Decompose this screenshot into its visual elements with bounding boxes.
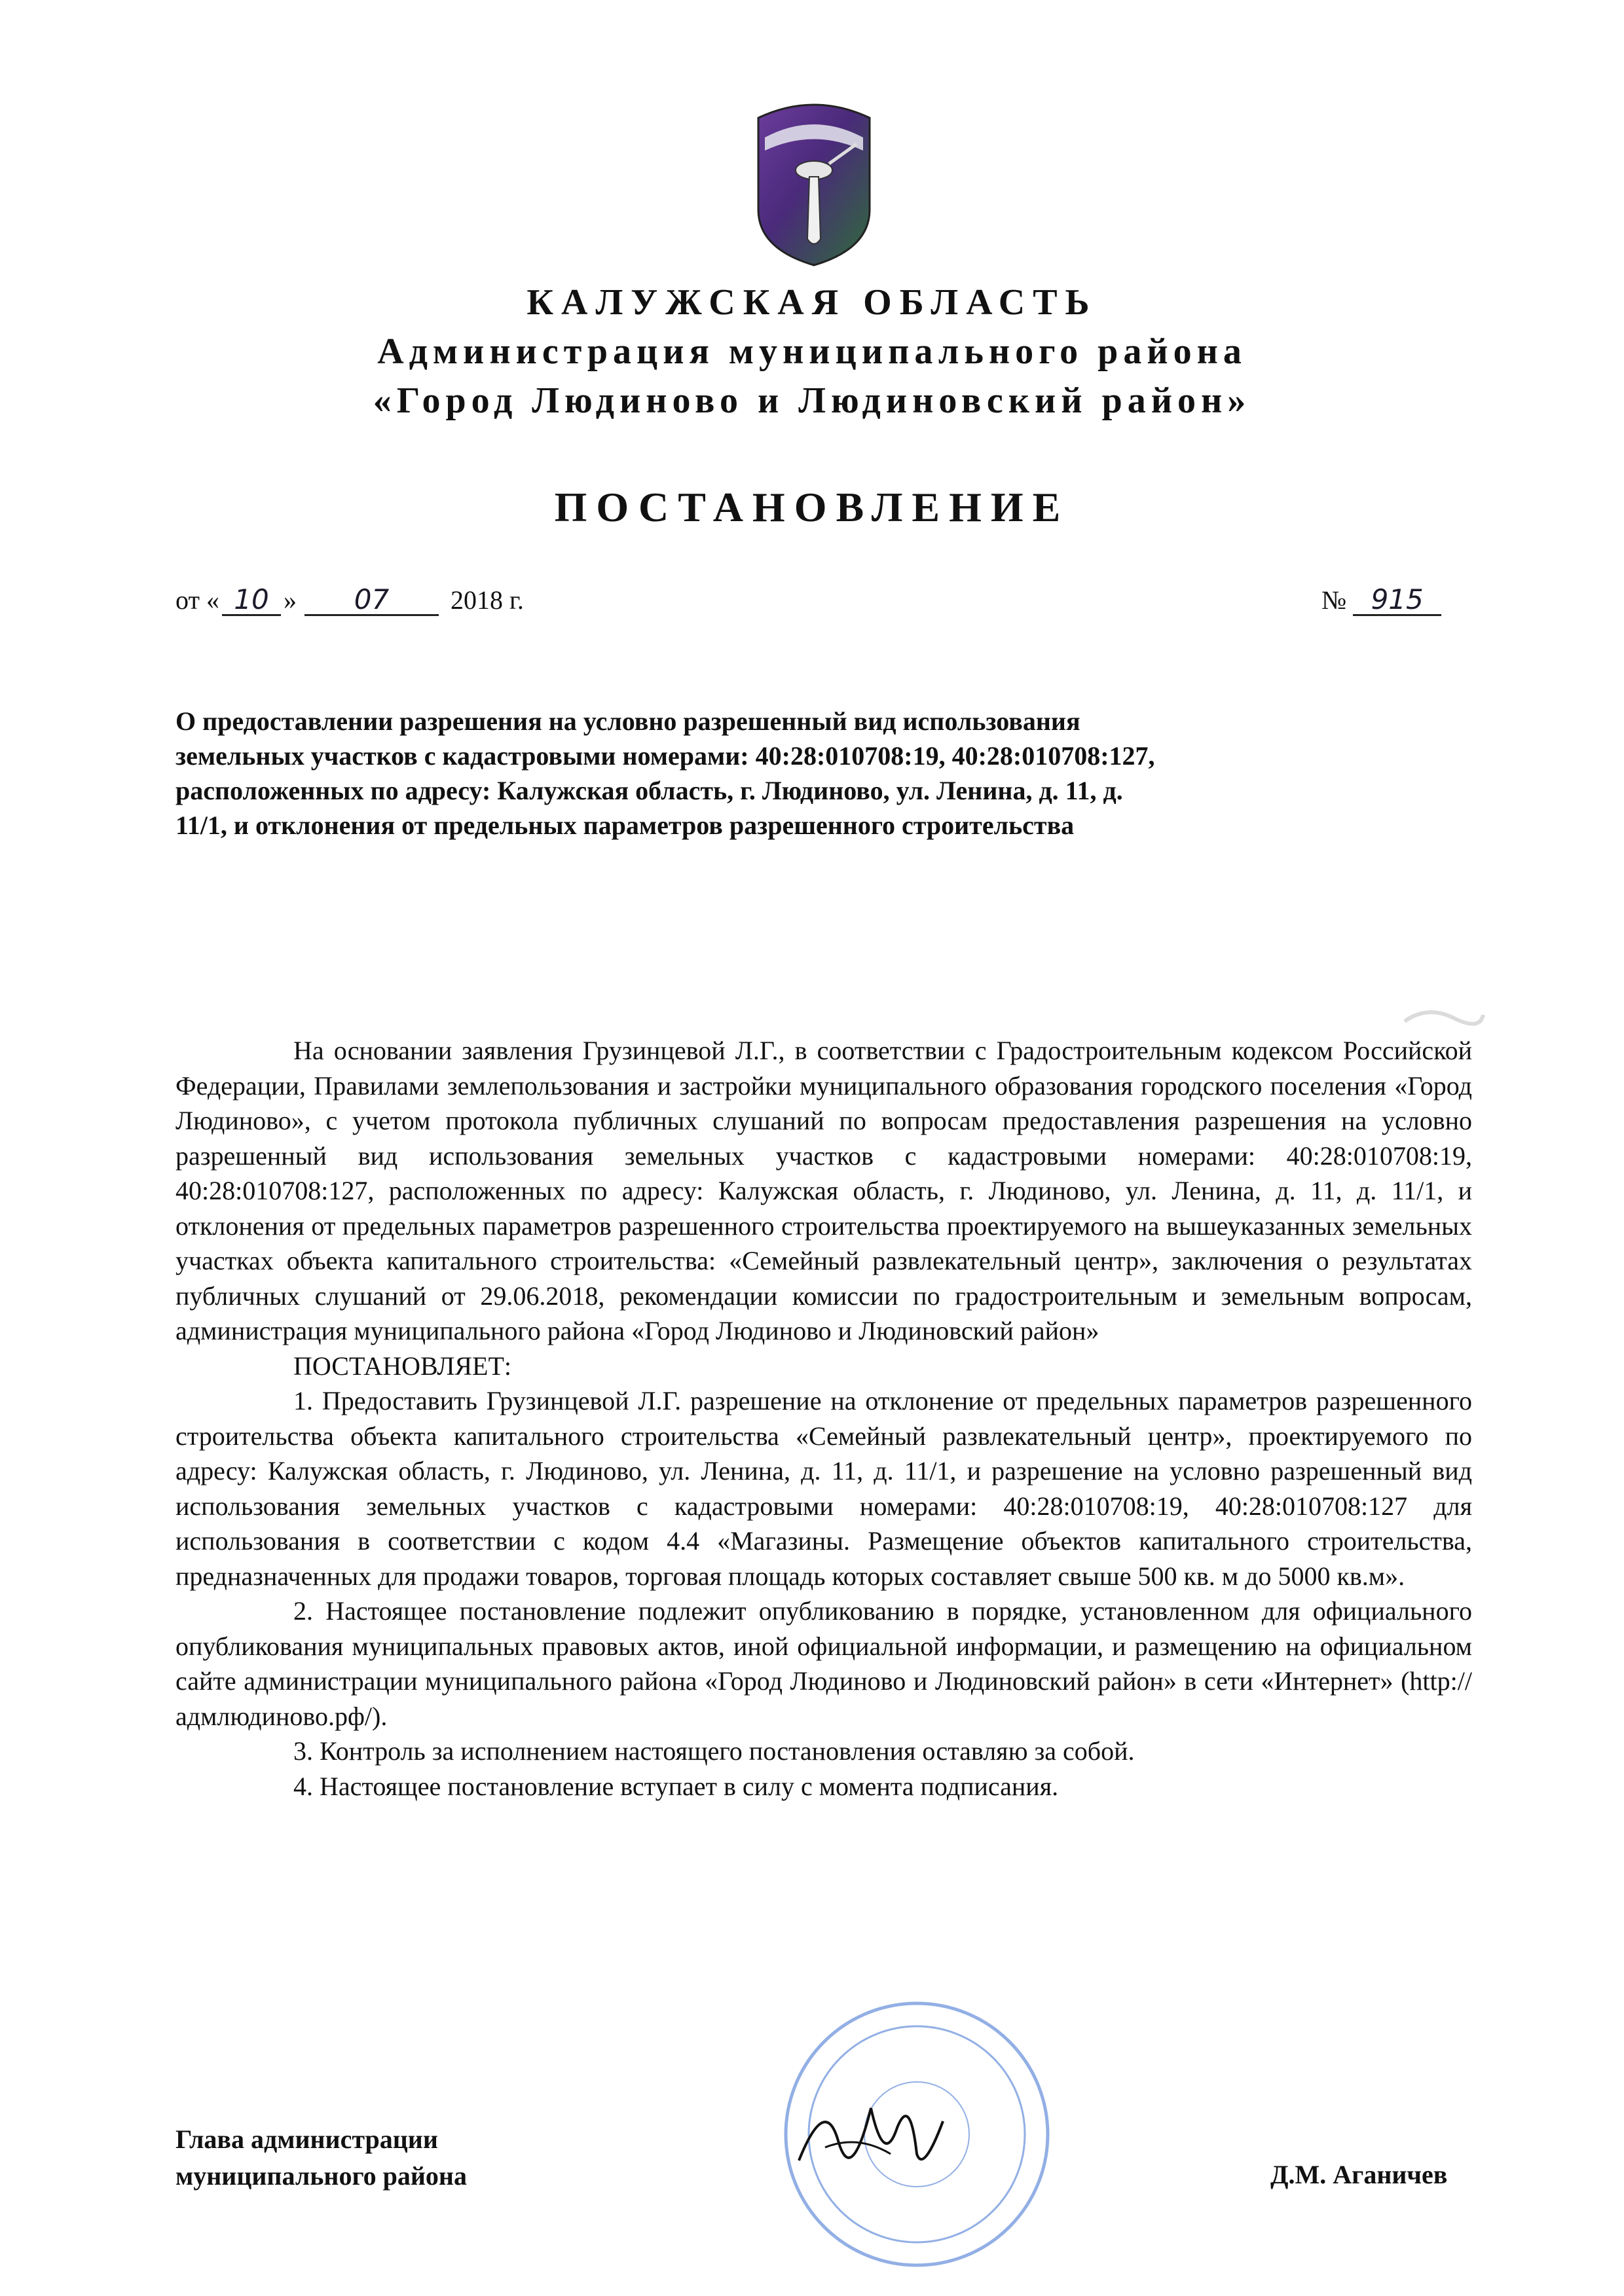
number-value: 915 xyxy=(1353,585,1441,616)
signatory-title-line-1: Глава администрации xyxy=(175,2124,438,2154)
item-2-paragraph: 2. Настоящее постановление подлежит опубликованию в порядке, установленном для официального опубликования муниципальных правовых актов, иной официальной информации, и размещению на официальном сайте администрации муниципального района «Город Людиново и Людиновский район» в сети «Интернет» (http://адмлюдиново.рф/). xyxy=(175,1596,1472,1731)
handwritten-signature xyxy=(786,2082,956,2180)
signatory-title xyxy=(175,2121,467,2195)
date-day: 10 xyxy=(222,585,281,616)
item-3-paragraph: 3. Контроль за исполнением настоящего постановления оставляю за собой. xyxy=(293,1736,1135,1766)
date-mid: » xyxy=(283,585,297,615)
item-1-paragraph: 1. Предоставить Грузинцевой Л.Г. разрешение на отклонение от предельных параметров разрешенного строительства объекта капитального строительства «Семейный развлекательный центр», проектируемого по адресу: Калужская область, г. Людиново, ул. Ленина, д. 11, д. 11/1, и разрешение на условно разрешенный вид использования земельных участков с кадастровыми номерами: 40:28:010708:19, 40:28:010708:127 для использования в соответствии с кодом 4.4 «Магазины. Размещение объектов капитального строительства, предназначенных для продажи товаров, торговая площадь которых составляет свыше 500 кв. м до 5000 кв.м». xyxy=(175,1386,1472,1591)
signatory-title-line-2: муниципального района xyxy=(175,2161,467,2191)
preamble-paragraph: На основании заявления Грузинцевой Л.Г., в соответствии с Градостроительным кодексом Российской Федерации, Правилами землепользования и застройки муниципального образования городского поселения «Город Людиново», с учетом протокола публичных слушаний по вопросам предоставления разрешения на условно разрешенный вид использования земельных участков с кадастровыми номерами: 40:28:010708:19, 40:28:010708:127, расположенных по адресу: Калужская область, г. Людиново, ул. Ленина, д. 11, д. 11/1, и отклонения от предельных параметров разрешенного строительства проектируемого на вышеуказанных земельных участках объекта капитального строительства: «Семейный развлекательный центр», заключения о результатах публичных слушаний от 29.06.2018, рекомендации комиссии по градостроительным и земельным вопросам, администрация муниципального района «Город Людиново и Людиновский район» xyxy=(175,1036,1472,1345)
region-heading: КАЛУЖСКАЯ ОБЛАСТЬ xyxy=(526,282,1098,323)
document-subject: О предоставлении разрешения на условно разрешенный вид использования земельных участков с кадастровыми номерами: 40:28:010708:19, 40:28:010708:127, расположенных по адресу: Калужская область, г. Людиново, ул. Ленина, д. 11, д. 11/1, и отклонения от предельных параметров разрешенного строительства xyxy=(175,706,1155,840)
coat-of-arms-emblem xyxy=(752,98,876,268)
date-year: 2018 г. xyxy=(450,585,524,615)
date-month: 07 xyxy=(304,585,439,616)
document-body xyxy=(175,1033,1472,1804)
signatory-name: Д.М. Аганичев xyxy=(1270,2160,1448,2189)
document-date xyxy=(175,585,524,616)
document-number xyxy=(1321,585,1441,616)
scan-smudge xyxy=(1401,1002,1486,1034)
item-4-paragraph: 4. Настоящее постановление вступает в силу с момента подписания. xyxy=(293,1771,1059,1801)
number-prefix: № xyxy=(1321,585,1347,615)
city-heading: «Город Людиново и Людиновский район» xyxy=(373,380,1251,421)
date-prefix: от « xyxy=(175,585,219,615)
document-type-heading: ПОСТАНОВЛЕНИЕ xyxy=(554,484,1070,530)
decree-word: ПОСТАНОВЛЯЕТ: xyxy=(293,1351,511,1381)
administration-heading: Администрация муниципального района xyxy=(377,331,1247,372)
